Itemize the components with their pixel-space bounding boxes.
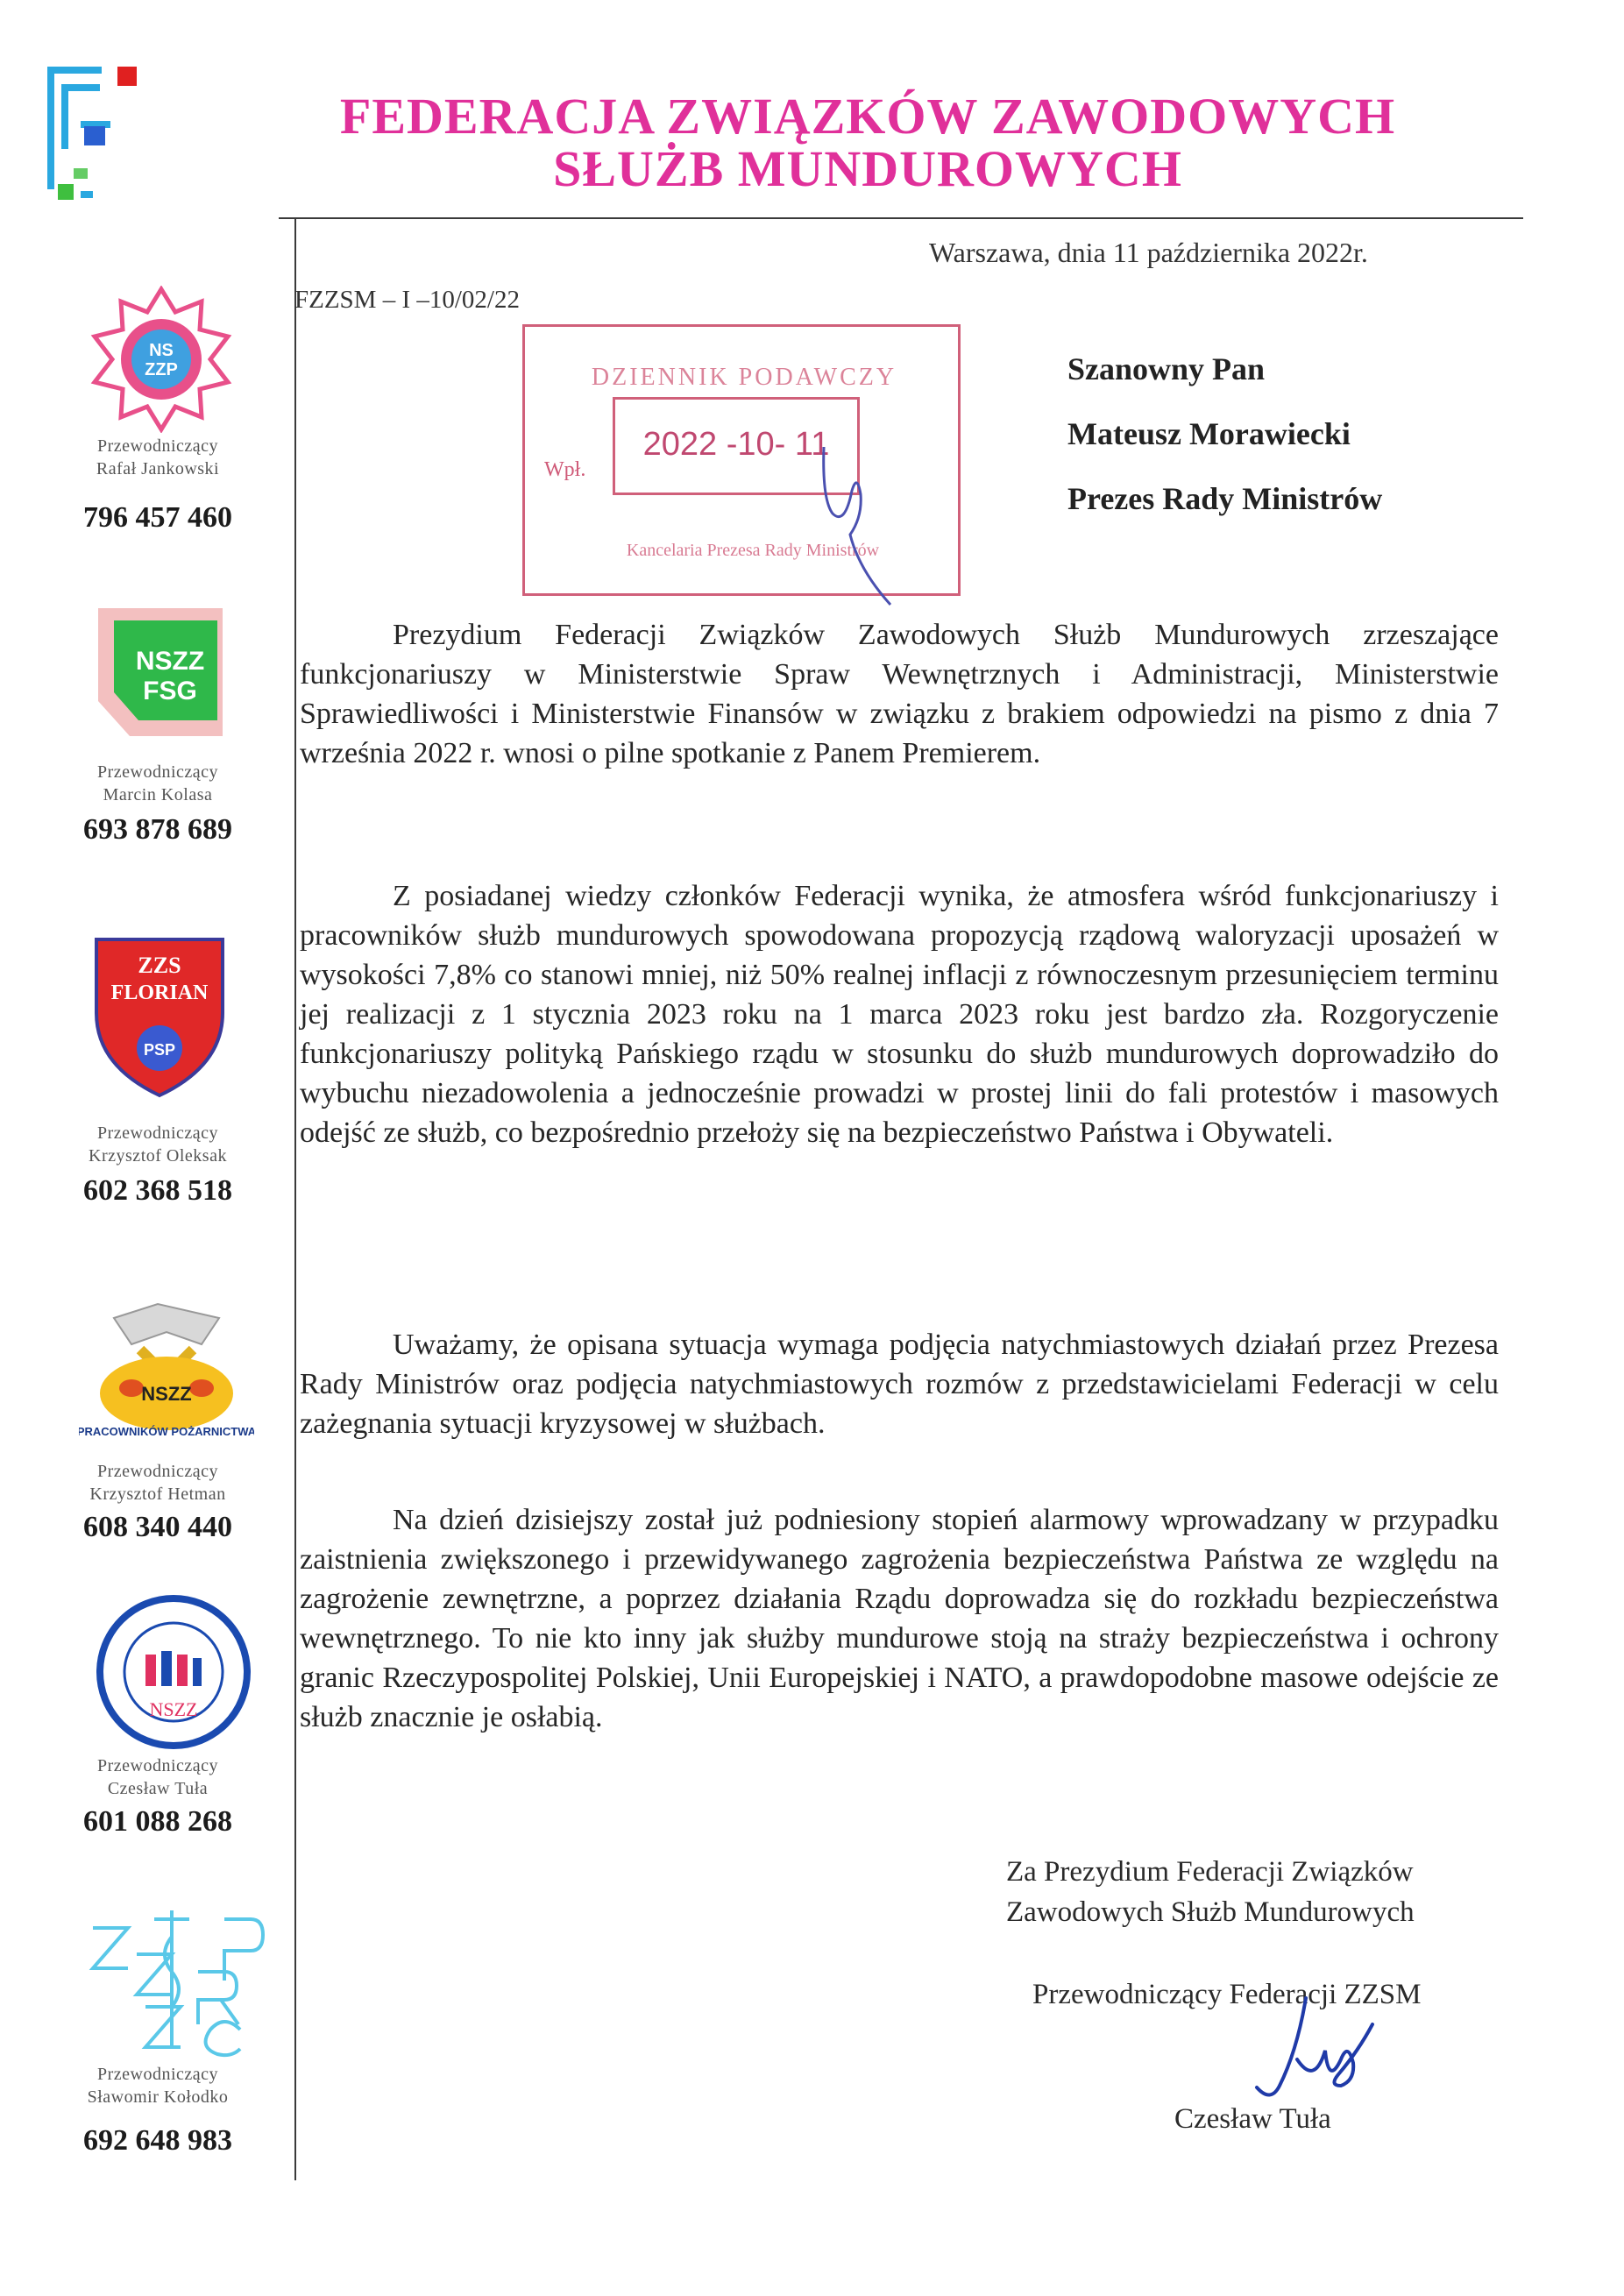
member-3-title: Przewodniczący — [96, 1123, 219, 1143]
paragraph-3-text: Uważamy, że opisana sytuacja wymaga podjęcia natychmiastowych działań przez Prezesa Rady Ministrów oraz podjęcia natychmiastowych rozmów z przedstawicielami Federacji w celu zażegnania sytuacji kryzysowej w służbach. — [300, 1329, 1499, 1440]
member-1-phone: 796 457 460 — [83, 501, 232, 534]
member-1-name: Rafał Jankowski — [96, 459, 220, 478]
svg-text:NSZZ: NSZZ — [135, 647, 205, 676]
zzprz-sc-logo — [84, 1902, 268, 2059]
recipient-salutation: Szanowny Pan — [1067, 351, 1266, 386]
closing-line-1: Za Prezydium Federacji Związków — [1006, 1856, 1414, 1888]
member-3-name: Krzysztof Oleksak — [89, 1146, 227, 1166]
svg-text:NSZZ: NSZZ — [141, 1383, 192, 1405]
stamp-wpl-label: Wpł. — [544, 458, 586, 481]
member-4-phone: 608 340 440 — [83, 1511, 232, 1543]
member-5-name: Czesław Tuła — [107, 1779, 209, 1798]
nszz-prison-workers-logo — [95, 1593, 252, 1751]
svg-text:FSG: FSG — [143, 677, 197, 705]
signatory-role: Przewodniczący Federacji ZZSM — [1032, 1979, 1422, 2010]
svg-text:NSZZ: NSZZ — [149, 1698, 198, 1720]
header-divider — [279, 217, 1523, 219]
header-title-line2: SŁUŻB MUNDUROWYCH — [553, 140, 1182, 197]
paragraph-2 — [300, 876, 1499, 1152]
member-4-name: Krzysztof Hetman — [89, 1485, 226, 1504]
nszz-fsg-logo — [95, 605, 226, 745]
nszz-fire-workers-logo — [79, 1297, 254, 1446]
stamp-date: 2022 -10- 11 — [642, 426, 830, 463]
member-2-phone: 693 878 689 — [83, 813, 232, 846]
member-1-title: Przewodniczący — [96, 436, 219, 456]
member-5-title: Przewodniczący — [96, 1756, 219, 1775]
member-6-name: Sławomir Kołodko — [87, 2087, 229, 2107]
member-6-title: Przewodniczący — [96, 2065, 219, 2084]
paragraph-3 — [300, 1325, 1499, 1443]
member-5-phone: 601 088 268 — [83, 1805, 232, 1838]
receipt-stamp — [522, 324, 961, 596]
member-4-title: Przewodniczący — [96, 1462, 219, 1481]
recipient-title: Prezes Rady Ministrów — [1067, 481, 1383, 516]
svg-text:PRACOWNIKÓW POŻARNICTWA: PRACOWNIKÓW POŻARNICTWA — [79, 1425, 254, 1438]
svg-text:ZZP: ZZP — [145, 360, 178, 379]
svg-text:ZZS: ZZS — [138, 953, 181, 978]
member-6-phone: 692 648 983 — [83, 2124, 232, 2157]
member-2-title: Przewodniczący — [96, 762, 219, 782]
member-3-phone: 602 368 518 — [83, 1174, 232, 1207]
closing-line-2: Zawodowych Służb Mundurowych — [1006, 1896, 1415, 1928]
stamp-footer: Kancelaria Prezesa Rady Ministrów — [626, 541, 880, 560]
svg-text:FLORIAN: FLORIAN — [110, 981, 209, 1004]
paragraph-4 — [300, 1500, 1499, 1737]
header-title-line1: FEDERACJA ZWIĄZKÓW ZAWODOWYCH — [339, 88, 1396, 145]
paragraph-2-text: Z posiadanej wiedzy członków Federacji wynika, że atmosfera wśród funkcjonariuszy i pracowników służb mundurowych spowodowana propozycją rządową waloryzacji uposażeń w wysokości 7,8% co stanowi mniej, niż 50% realnej inflacji z równoczesnym przesunięciem terminu jej realizacji z 1 stycznia 2023 roku na 1 marca 2023 roku jest bardzo zła. Rozgoryczenie funkcjonariuszy polityką Pańskiego rządu w stosunku do służb mundurowych doprowadziło do wybuchu niezadowolenia a jednocześnie prowadzi w prostej linii do fali protestów i masowych odejść ze służb, co bezpośrednio przełoży się na bezpieczeństwo Państwa i Obywateli. — [300, 880, 1499, 1149]
paragraph-4-text: Na dzień dzisiejszy został już podniesiony stopień alarmowy wprowadzany w przypadku zaistnienia zwiększonego i przewidywanego zagrożenia bezpieczeństwa Państwa ze względu na zagrożenie zewnętrzne, a poprzez działania Rządu doprowadza się do rozkładu bezpieczeństwa wewnętrznego. To nie kto inny jak służby mundurowe stoją na straży bezpieczeństwa i ochrony granic Rzeczypospolitej Polskiej, Unii Europejskiej i NATO, a prawdopodobne masowe odejście ze służb znacznie je osłabią. — [300, 1504, 1499, 1733]
svg-text:NS: NS — [149, 341, 174, 360]
recipient-name: Mateusz Morawiecki — [1067, 416, 1351, 451]
nszzp-logo — [88, 286, 235, 433]
stamp-initials — [806, 429, 894, 613]
federation-logo — [46, 60, 142, 217]
signatory-name: Czesław Tuła — [1174, 2103, 1331, 2135]
handwritten-signature — [1245, 1989, 1385, 2121]
reference-number: FZZSM – I –10/02/22 — [294, 286, 520, 314]
zzs-florian-logo — [91, 934, 228, 1099]
sidebar-divider — [294, 217, 296, 2180]
paragraph-1 — [300, 615, 1499, 773]
svg-text:PSP: PSP — [143, 1041, 176, 1059]
letter-date: Warszawa, dnia 11 października 2022r. — [929, 237, 1368, 268]
member-2-name: Marcin Kolasa — [103, 785, 213, 804]
stamp-title: DZIENNIK PODAWCZY — [591, 364, 897, 391]
paragraph-1-text: Prezydium Federacji Związków Zawodowych Służb Mundurowych zrzeszające funkcjonariuszy w Ministerstwie Spraw Wewnętrznych i Administracji, Ministerstwie Sprawiedliwości i Ministerstwie Finansów w związku z brakiem odpowiedzi na pismo z dnia 7 września 2022 r. wnosi o pilne spotkanie z Panem Premierem. — [300, 619, 1499, 769]
